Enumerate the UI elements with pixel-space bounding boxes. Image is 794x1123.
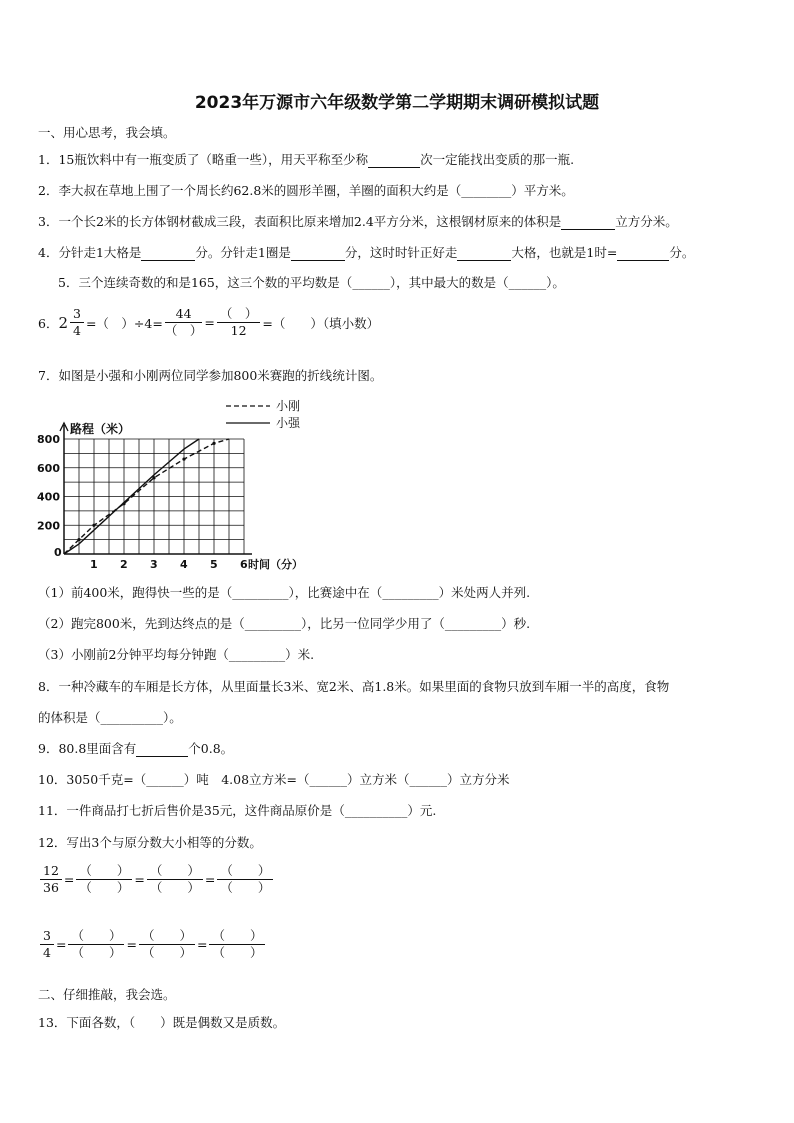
q12-original-fraction-2 [40, 928, 54, 961]
series-point-小刚 [77, 538, 80, 541]
q6-fraction-2 [165, 306, 203, 339]
eq-sign: = [196, 937, 208, 952]
q12-row-2 [38, 928, 267, 961]
question-9 [38, 739, 233, 757]
q6-label: 6． [38, 315, 59, 331]
legend-label: 小刚 [276, 399, 301, 413]
q6-f2-den: （ ） [164, 323, 203, 338]
question-1 [38, 150, 574, 168]
blank-num: （ ） [76, 863, 132, 880]
q9-blank [136, 741, 188, 757]
q1-text-b: 次一定能找出变质的那一瓶. [420, 152, 575, 167]
q4-text-c: 分，这时时针正好走 [344, 245, 458, 260]
q6-eq3: =（ ）（填小数） [262, 315, 380, 331]
q4-blank-2 [291, 245, 345, 261]
blank-den: （ ） [79, 880, 130, 895]
q4-text-e: 分。 [669, 245, 695, 260]
question-12: 12．写出3个与原分数大小相等的分数。 [38, 835, 262, 850]
blank-fraction [139, 928, 195, 961]
q6-eq2: = [204, 315, 215, 330]
blank-fraction [147, 863, 203, 896]
q6-eq1: =（ ）÷4= [85, 315, 163, 331]
q6-f1-num: 3 [70, 306, 84, 323]
x-tick-label: 5 [210, 558, 218, 571]
q3-blank [561, 214, 615, 230]
chart-legend [226, 398, 301, 430]
eq-sign: = [204, 872, 216, 887]
q3-text-b: 立方分米。 [615, 214, 678, 229]
section-1-heading: 一、用心思考，我会填。 [38, 125, 176, 140]
q6-fraction-1 [70, 306, 84, 339]
x-tick-label: 3 [150, 558, 158, 571]
q4-blank-1 [141, 245, 195, 261]
q12-f2-den: 4 [43, 945, 51, 960]
y-tick-label: 200 [37, 519, 60, 533]
question-7-part-1: （1）前400米，跑得快一些的是（_________），比赛途中在（_________）米处两人并列. [38, 585, 531, 600]
q12-f1-den: 36 [43, 880, 59, 895]
question-11: 11．一件商品打七折后售价是35元，这件商品原价是（__________）元. [38, 803, 437, 818]
series-point-小刚 [212, 442, 215, 445]
x-tick-label: 2 [120, 558, 128, 571]
q9-text-b: 个0.8。 [188, 741, 234, 756]
page-title: 2023年万源市六年级数学第二学期期末调研模拟试题 [194, 93, 600, 113]
q4-text-b: 分。分针走1圈是 [195, 245, 291, 260]
question-13: 13．下面各数，（ ）既是偶数又是质数。 [38, 1015, 286, 1030]
question-6 [38, 306, 379, 339]
series-point-小刚 [92, 524, 95, 527]
blank-den: （ ） [212, 945, 263, 960]
blank-num: （ ） [139, 928, 195, 945]
q4-blank-3 [457, 245, 511, 261]
question-7: 7．如图是小强和小刚两位同学参加800米赛跑的折线统计图。 [38, 368, 383, 383]
eq-sign: = [63, 872, 75, 887]
question-5: 5．三个连续奇数的和是165，这三个数的平均数是（______），其中最大的数是（______）。 [58, 275, 565, 290]
question-4 [38, 243, 694, 261]
q1-blank [368, 152, 420, 168]
y-tick-label: 800 [37, 433, 60, 446]
q12-f1-num: 12 [40, 863, 62, 880]
q1-text-a: 1．15瓶饮料中有一瓶变质了（略重一些），用天平称至少称 [38, 152, 369, 167]
series-point-小刚 [182, 458, 185, 461]
q3-text-a: 3．一个长2米的长方体钢材截成三段，表面积比原来增加2.4平方分米，这根钢材原来的体积是 [38, 214, 562, 229]
q12-row-1 [38, 863, 275, 896]
x-axis-label: 时间（分） [248, 558, 303, 571]
question-7-part-2: （2）跑完800米，先到达终点的是（_________），比另一位同学少用了（_________）秒. [38, 616, 531, 631]
blank-den: （ ） [71, 945, 122, 960]
blank-num: （ ） [68, 928, 124, 945]
blank-den: （ ） [220, 880, 271, 895]
question-8-line-2: 的体积是（__________）。 [38, 710, 182, 725]
x-tick-label: 0 [54, 546, 62, 559]
legend-label: 小强 [276, 416, 301, 430]
blank-fraction [68, 928, 124, 961]
q6-f2-num: 44 [165, 306, 203, 323]
q4-text-d: 大格，也就是1时= [511, 245, 618, 260]
q6-fraction-3 [217, 306, 261, 339]
blank-den: （ ） [141, 945, 192, 960]
q6-f3-den: 12 [230, 323, 247, 338]
blank-num: （ ） [147, 863, 203, 880]
eq-sign: = [55, 937, 67, 952]
question-2: 2．李大叔在草地上围了一个周长约62.8米的圆形羊圈，羊圈的面积大约是（________）平方米。 [38, 183, 574, 198]
blank-fraction [76, 863, 132, 896]
chart-grid [64, 439, 244, 554]
blank-den: （ ） [149, 880, 200, 895]
q9-text-a: 9．80.8里面含有 [38, 741, 137, 756]
question-10: 10．3050千克=（______）吨 4.08立方米=（______）立方米（______）立方分米 [38, 772, 510, 787]
q12-original-fraction-1 [40, 863, 62, 896]
question-3 [38, 212, 678, 230]
question-7-part-3: （3）小刚前2分钟平均每分钟跑（_________）米. [38, 647, 315, 662]
section-2-heading: 二、仔细推敲，我会选。 [38, 987, 176, 1002]
eq-sign: = [126, 937, 137, 952]
blank-fraction [209, 928, 265, 961]
q6-f3-num: （ ） [217, 306, 261, 323]
eq-sign: = [134, 872, 145, 887]
race-line-chart [30, 392, 350, 572]
question-8-line-1: 8．一种冷藏车的车厢是长方体，从里面量长3米、宽2米、高1.8米。如果里面的食物只放到车厢一半的高度，食物 [38, 679, 670, 694]
blank-num: （ ） [217, 863, 273, 880]
x-tick-label: 6 [240, 558, 248, 571]
y-axis-label: 路程（米） [70, 422, 131, 436]
q12-f2-num: 3 [40, 928, 54, 945]
q4-text-a: 4．分针走1大格是 [38, 245, 142, 260]
x-tick-label: 4 [180, 558, 188, 571]
blank-fraction [217, 863, 273, 896]
x-tick-label: 1 [90, 558, 98, 571]
q6-f1-den: 4 [73, 323, 81, 338]
y-tick-label: 400 [37, 490, 60, 504]
q6-whole: 2 [58, 313, 68, 332]
y-tick-label: 600 [37, 461, 60, 475]
q4-blank-4 [617, 245, 669, 261]
blank-num: （ ） [209, 928, 265, 945]
